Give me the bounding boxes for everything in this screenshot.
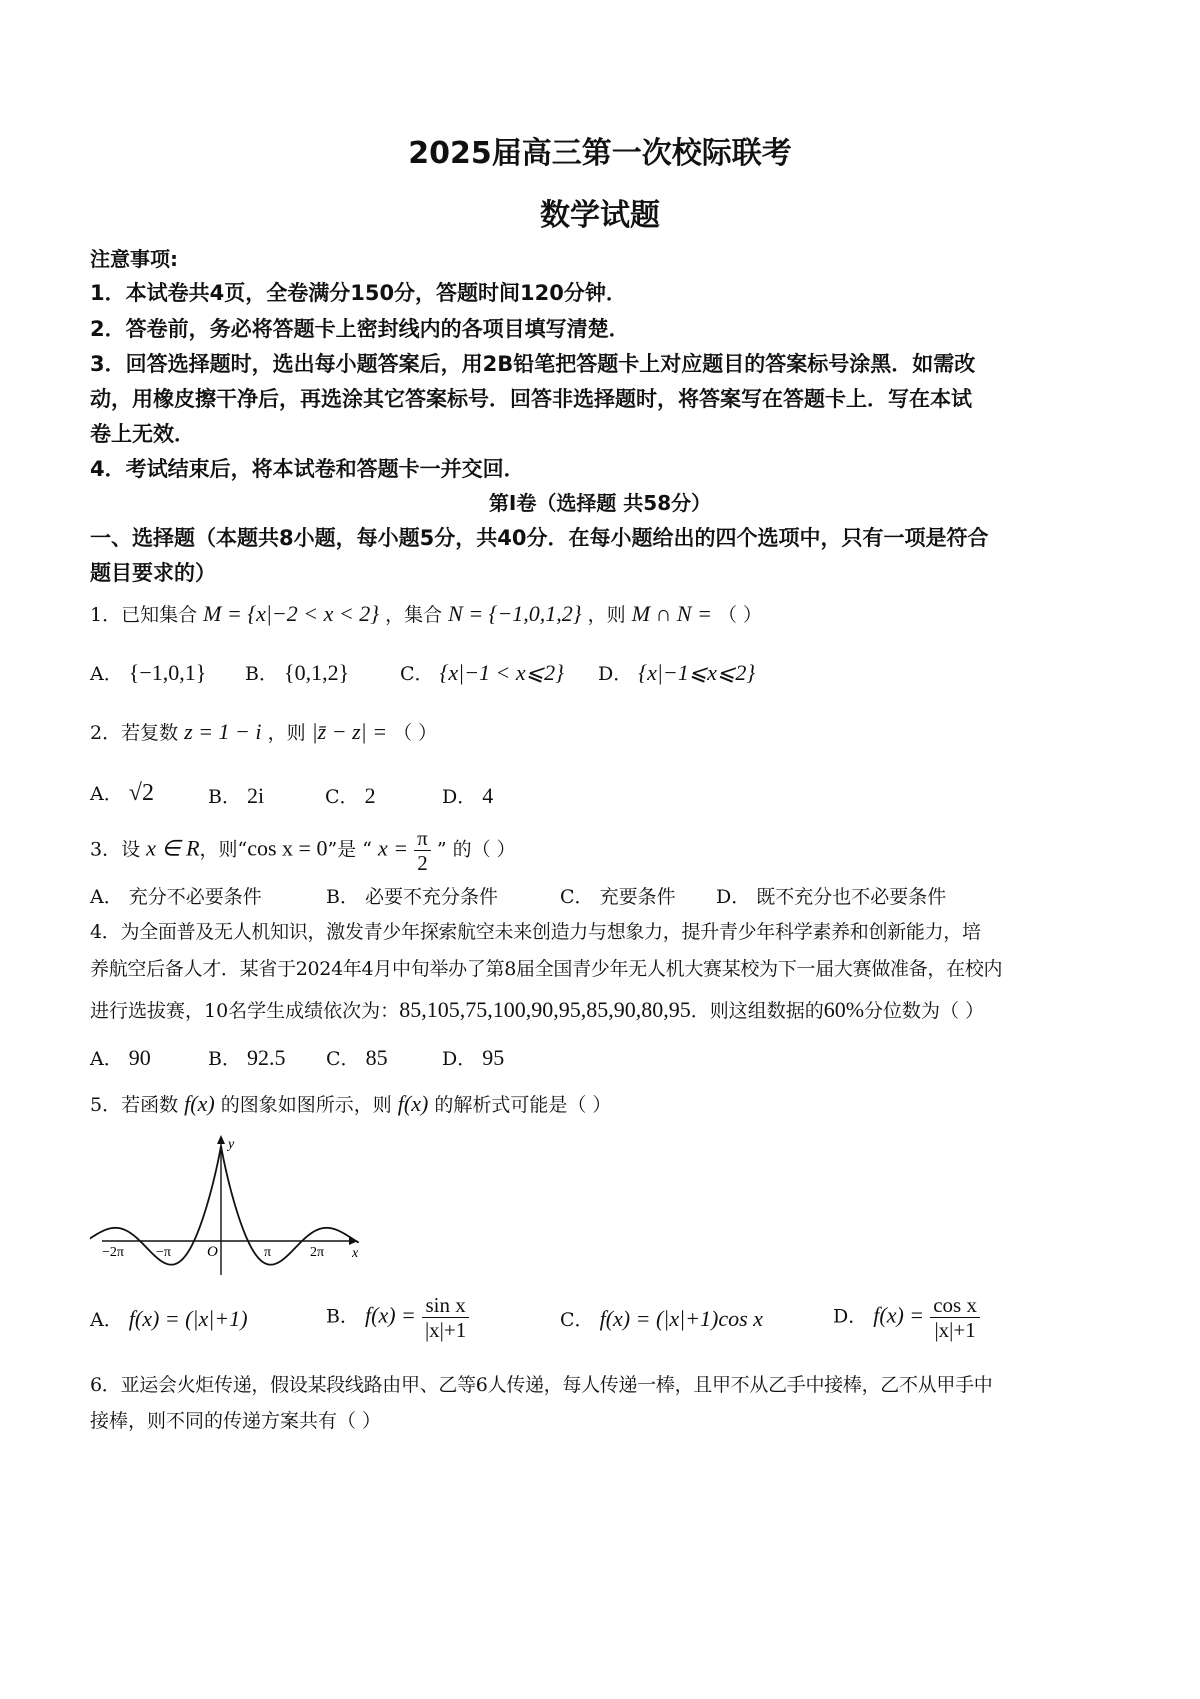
question-6-line-2: 接棒，则不同的传递方案共有（ ）	[90, 1410, 382, 1432]
q5-function-graph	[90, 1130, 370, 1280]
q3-fraction: $\frac{\pi}{2}$	[414, 826, 431, 875]
question-2: 2．若复数 z = 1 − i ，则 |z̄ − z| = （ ）	[90, 719, 438, 744]
q1-stem-b: ，集合	[385, 604, 443, 626]
q1-stem: 1．已知集合	[90, 604, 198, 626]
q1-paren: （ ）	[718, 604, 763, 626]
volume-heading: 第I卷（选择题 共58分）	[488, 491, 712, 515]
q2-option-d[interactable]: D． 4	[442, 783, 494, 808]
y-axis-label: y	[228, 1137, 235, 1152]
q1-expr: M ∩ N =	[631, 601, 712, 626]
notice-heading: 注意事项:	[90, 247, 178, 271]
question-6-line-1: 6．亚运会火炬传递，假设某段线路由甲、乙等6人传递，每人传递一棒，且甲不从乙手中接棒，乙不从甲手中	[90, 1374, 993, 1396]
q3-option-c[interactable]: C． 充要条件	[560, 886, 676, 908]
question-4-line-3: 进行选拔赛，10名学生成绩依次为：85,105,75,100,90,95,85,90,80,95．则这组数据的60%分位数为（ ）	[90, 997, 985, 1022]
q1-option-c[interactable]: C． {x|−1 < x⩽2}	[400, 660, 564, 685]
q4-option-a[interactable]: A． 90	[90, 1045, 151, 1070]
q3-expr1: x ∈ R	[146, 835, 200, 861]
part-heading-cont: 题目要求的）	[90, 561, 216, 585]
question-4-line-1: 4．为全面普及无人机知识，激发青少年探索航空未来创造力与想象力，提升青少年科学素养和创新能力，培	[90, 921, 981, 943]
q1-set-n: N = {−1,0,1,2}	[448, 601, 582, 626]
q4-option-b[interactable]: B． 92.5	[208, 1045, 286, 1070]
q2-option-a[interactable]: A． √2	[90, 780, 154, 806]
question-3: 3．设 x ∈ R，则“cos x = 0”是 “ x = $\frac{\pi}{2}$ ” 的（ ）	[90, 826, 516, 875]
q3-option-b[interactable]: B． 必要不充分条件	[326, 886, 499, 908]
q3-frac-lhs: x =	[377, 835, 409, 861]
notice-item-3-cont: 动，用橡皮擦干净后，再选涂其它答案标号．回答非选择题时，将答案写在答题卡上．写在本试	[90, 387, 972, 411]
exam-subtitle: 数学试题	[540, 198, 660, 233]
q2-expr2: |z̄ − z| =	[311, 719, 388, 744]
q2-option-b[interactable]: B． 2i	[208, 783, 265, 808]
notice-item-4: 4．考试结束后，将本试卷和答题卡一并交回．	[90, 457, 525, 481]
notice-item-3-cont2: 卷上无效．	[90, 422, 195, 446]
tick-label-pi: π	[264, 1245, 272, 1260]
q3-option-a[interactable]: A． 充分不必要条件	[90, 886, 262, 908]
q5-option-d[interactable]: D． f(x) = $\frac{\text{cos x}}{|x|+1}$	[833, 1293, 980, 1342]
notice-item-3: 3．回答选择题时，选出每小题答案后，用2B铅笔把答题卡上对应题目的答案标号涂黑．如需改	[90, 352, 976, 376]
q5-option-b[interactable]: B． f(x) = $\frac{\text{sin x}}{|x|+1}$	[326, 1293, 469, 1342]
tick-label-neg-2pi: −2π	[102, 1245, 124, 1260]
tick-label-2pi: 2π	[310, 1245, 325, 1260]
q5-fx2: f(x)	[397, 1091, 429, 1116]
y-axis-arrow	[217, 1135, 225, 1144]
question-4-line-2: 养航空后备人才．某省于2024年4月中旬举办了第8届全国青少年无人机大赛某校为下一届大赛做准备，在校内	[90, 958, 1003, 980]
tick-label-neg-pi: −π	[156, 1245, 171, 1260]
exam-title: 2025届高三第一次校际联考	[408, 136, 792, 171]
q5-fx1: f(x)	[184, 1091, 215, 1116]
q1-option-a[interactable]: A． {−1,0,1}	[90, 660, 207, 685]
q5-option-a[interactable]: A． f(x) = (|x|+1)	[90, 1306, 248, 1331]
q3-option-d[interactable]: D． 既不充分也不必要条件	[716, 886, 947, 908]
q1-option-d[interactable]: D． {x|−1⩽x⩽2}	[598, 660, 756, 685]
q4-percent: 60%	[823, 997, 865, 1022]
q1-set-m: M = {x|−2 < x < 2}	[203, 601, 380, 626]
question-5: 5．若函数 f(x) 的图象如图所示，则 f(x) 的解析式可能是（ ）	[90, 1091, 612, 1116]
x-axis-label: x	[352, 1246, 359, 1261]
origin-label: O	[207, 1244, 218, 1260]
notice-item-2: 2．答卷前，务必将答题卡上密封线内的各项目填写清楚．	[90, 317, 630, 341]
notice-item-1: 1．本试卷共4页，全卷满分150分，答题时间120分钟．	[90, 281, 627, 305]
q2-option-c[interactable]: C． 2	[325, 783, 376, 808]
q4-option-c[interactable]: C． 85	[326, 1045, 388, 1070]
q2-expr1: z = 1 − i	[184, 719, 262, 744]
part-heading: 一、选择题（本题共8小题，每小题5分，共40分．在每小题给出的四个选项中，只有一项是符合	[90, 526, 989, 550]
q5-option-c[interactable]: C． f(x) = (|x|+1)cos x	[560, 1306, 763, 1331]
q3-expr2: cos x = 0	[247, 835, 328, 861]
q4-data: 85,105,75,100,90,95,85,90,80,95	[399, 997, 691, 1022]
q1-option-b[interactable]: B． {0,1,2}	[245, 660, 350, 685]
q1-stem-c: ，则	[587, 604, 626, 626]
q4-option-d[interactable]: D． 95	[442, 1045, 505, 1070]
question-1	[90, 600, 762, 627]
